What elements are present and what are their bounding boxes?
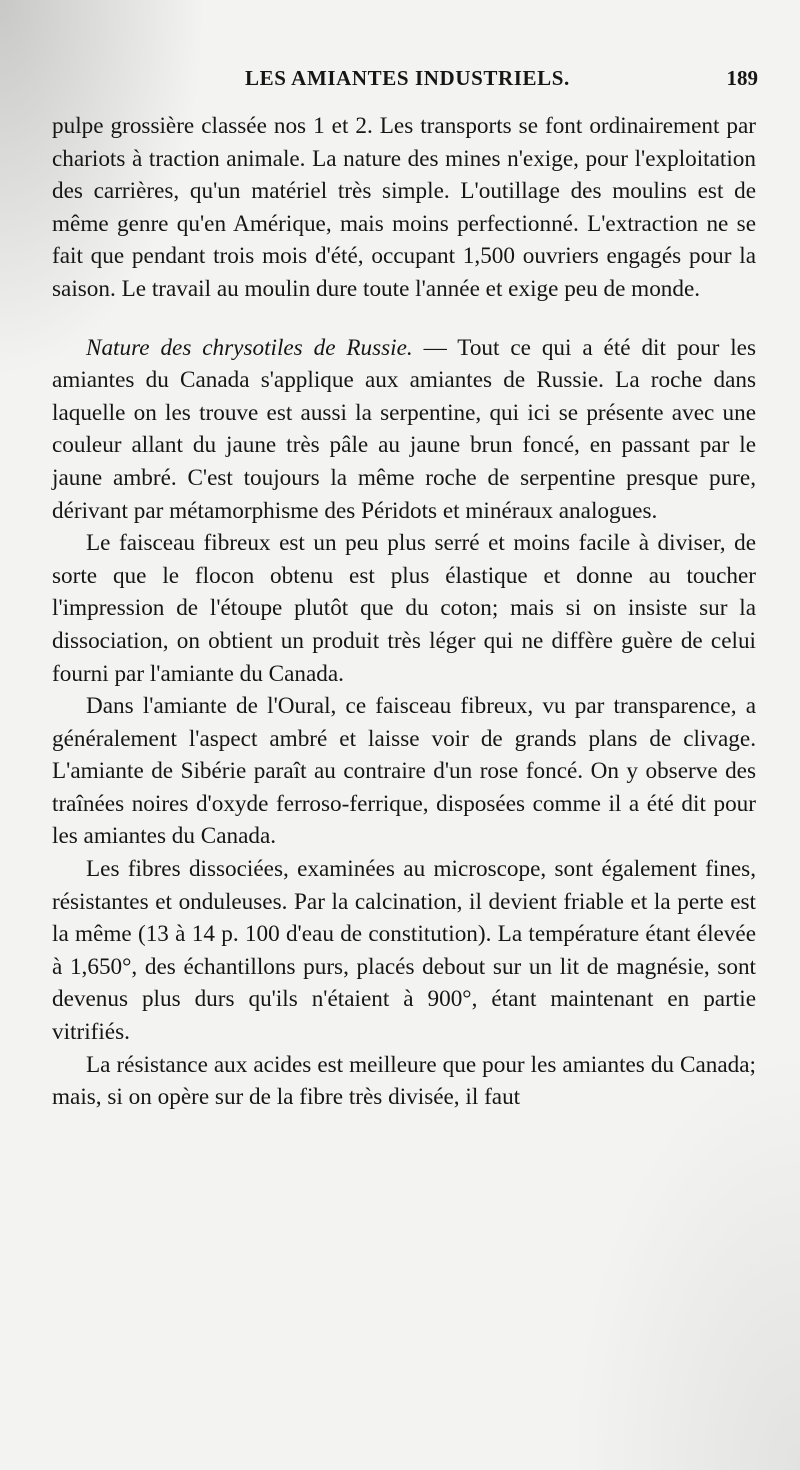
paragraph-6: La résistance aux acides est meilleure que pour les amiantes du Canada; mais, si on opère sur de la fibre très divisée, il faut [52,1051,756,1111]
paragraph-2-text: — Tout ce qui a été dit pour les amiantes du Canada s'applique aux amiantes de Russie. La roche dans laquelle on les trouve est aussi la serpentine, qui ici se présente avec une couleur allant du jaune très pâle au jaune brun foncé, en passant par le jaune ambré. C'est toujours la même roche de serpentine presque pure, dérivant par métamorphisme des Péridots et minéraux analogues. [52,334,756,524]
paragraph-4: Dans l'amiante de l'Oural, ce faisceau fibreux, vu par transparence, a généralement l'aspect ambré et laisse voir de grands plans de clivage. L'amiante de Sibérie paraît au contraire d'un rose foncé. On y observe des traînées noires d'oxyde ferroso-ferrique, disposées comme il a été dit pour les amiantes du Canada. [52,693,756,850]
section-title: Nature des chrysotiles de Russie. [86,334,413,361]
paragraph-3: Le faisceau fibreux est un peu plus serré et moins facile à diviser, de sorte que le flocon obtenu est plus élastique et donne au toucher l'impression de l'étoupe plutôt que du coton; mais si on insiste sur la dissociation, on obtient un produit très léger qui ne diffère guère de celui fourni par l'amiante du Canada. [52,530,756,687]
paragraph-5: Les fibres dissociées, examinées au microscope, sont également fines, résistantes et onduleuses. Par la calcination, il devient friable et la perte est la même (13 à 14 p. 100 d'eau de constitution). La température étant élevée à 1,650°, des échantillons purs, placés debout sur un lit de magnésie, sont devenus plus durs qu'ils n'étaient à 900°, étant maintenant en partie vitrifiés. [52,856,756,1046]
page-header [0,66,800,100]
paragraph-2 [52,332,756,528]
body-text [52,110,756,1114]
running-title: LES AMIANTES INDUSTRIELS. [245,66,570,90]
paragraph-1: pulpe grossière classée nos 1 et 2. Les transports se font ordinairement par chariots à traction animale. La nature des mines n'exige, pour l'exploitation des carrières, qu'un matériel très simple. L'outillage des moulins est de même genre qu'en Amérique, mais moins perfectionné. L'extraction ne se fait que pendant trois mois d'été, occupant 1,500 ouvriers engagés pour la saison. Le travail au moulin dure toute l'année et exige peu de monde. [52,113,756,302]
page-number: 189 [726,66,758,90]
